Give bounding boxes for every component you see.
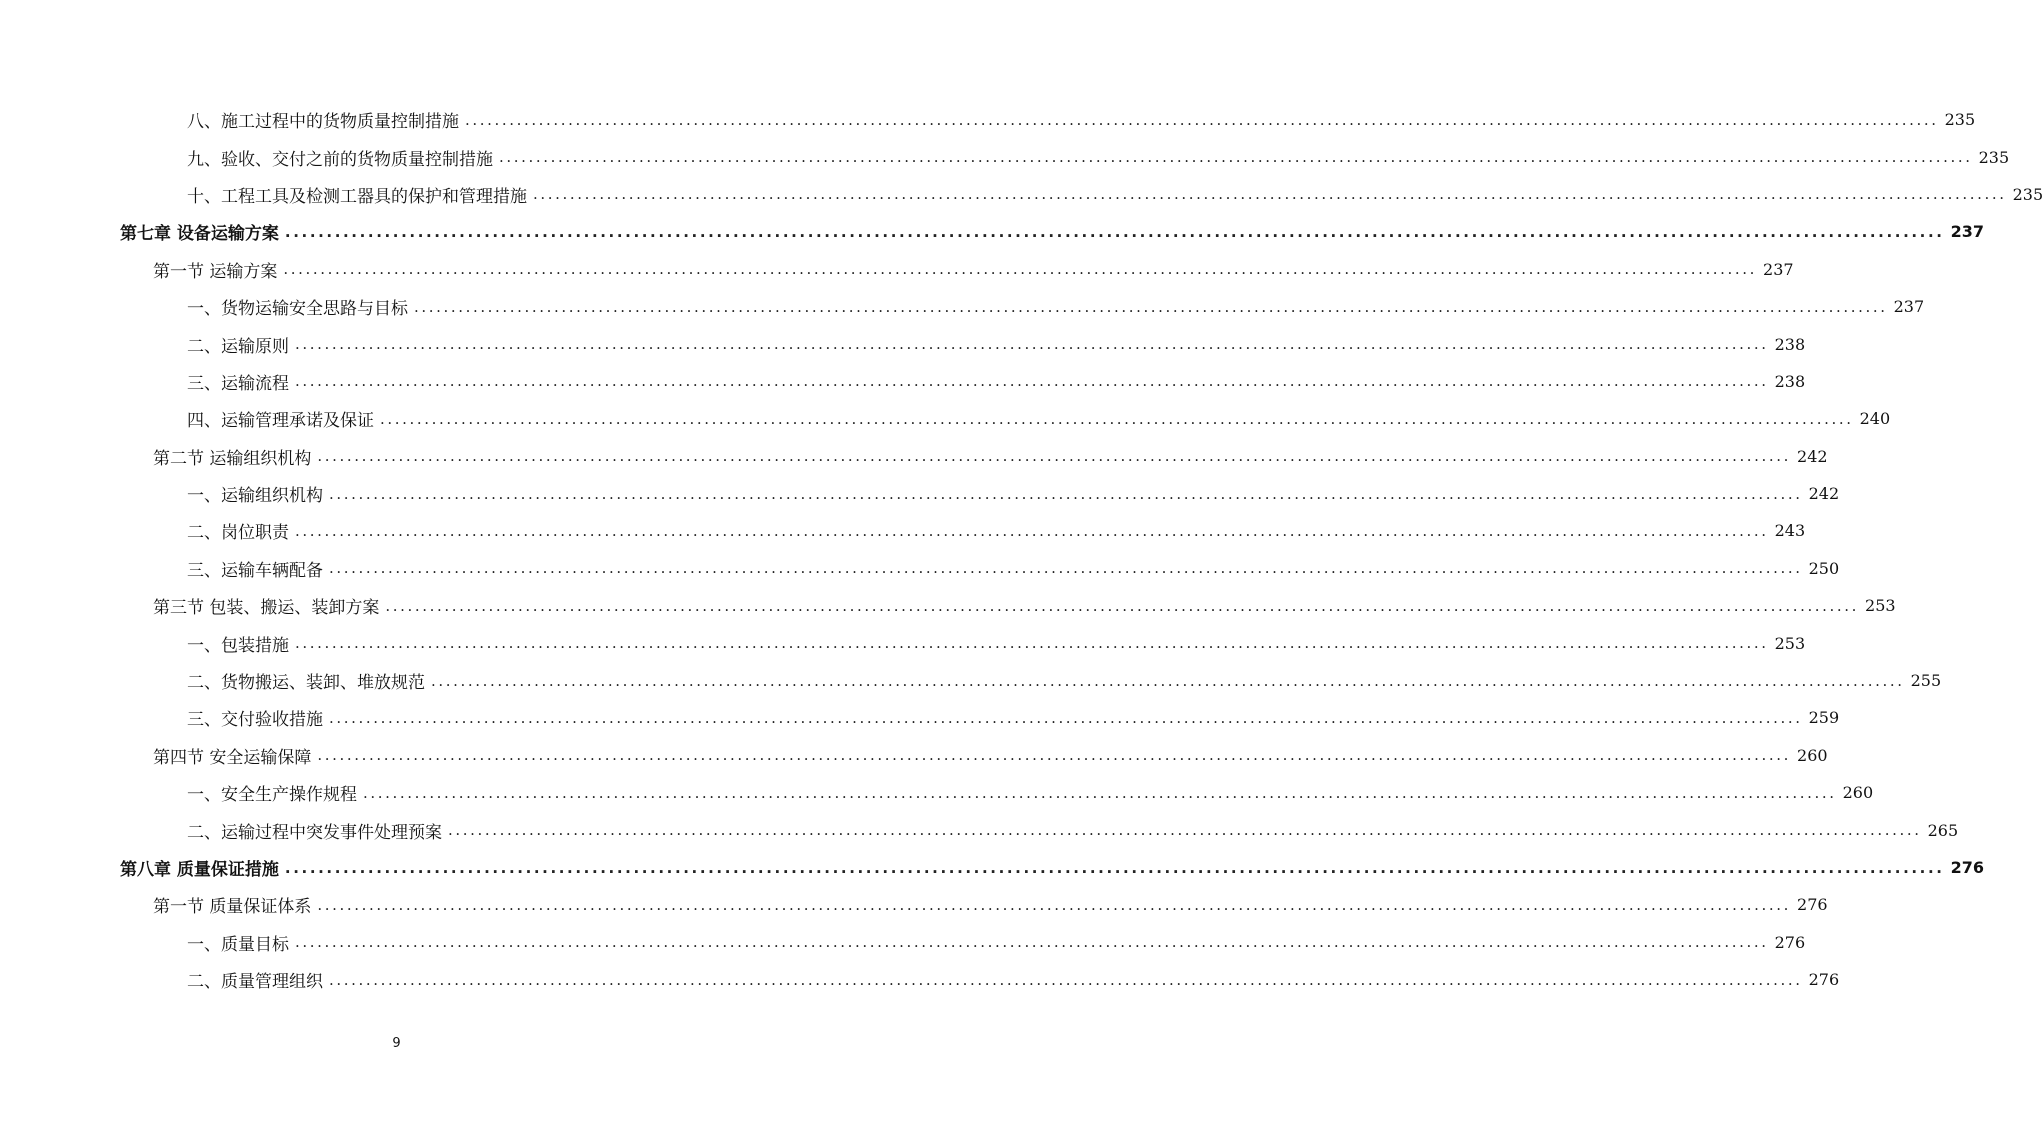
toc-entry-page: 238 [1774,334,1806,354]
dot-leader: ........................................................................................................................................................................................................ [295,335,1769,354]
toc-entry-line [187,631,1806,656]
toc-entry-page: 237 [1893,297,1925,317]
toc-entry-line [187,145,2010,170]
toc-entry[interactable] [0,475,1840,512]
dot-leader: ........................................................................................................................................................................................................ [284,222,1945,241]
toc-entry-title: 二、岗位职责 [187,523,289,544]
toc-entry-title: 第二节 运输组织机构 [153,448,312,469]
toc-entry-line [187,668,1942,694]
dot-leader: ........................................................................................................................................................................................................ [363,783,1837,802]
toc-entry-page: 238 [1774,371,1806,391]
toc-entry-page: 255 [1910,671,1942,691]
toc-entry-page: 237 [1950,222,1984,242]
toc-entry-line [187,406,1891,432]
toc-entry-line [153,892,1828,918]
toc-entry-page: 260 [1842,783,1874,803]
dot-leader: ........................................................................................................................................................................................................ [533,185,2007,204]
toc-entry-line [187,294,1925,320]
toc-entry[interactable] [0,213,1984,250]
toc-entry-page: 253 [1774,633,1806,653]
toc-entry-title: 一、运输组织机构 [187,486,323,507]
toc-entry-line [187,182,2043,207]
toc-entry[interactable] [0,737,1828,774]
toc-entry-title: 第三节 包装、搬运、装卸方案 [153,598,380,619]
toc-entry-line [187,332,1806,357]
toc-entry[interactable] [0,774,1874,811]
toc-entry-line [187,556,1840,581]
toc-entry[interactable] [0,886,1828,923]
table-of-contents [0,101,2043,998]
toc-entry-page: 276 [1808,970,1840,990]
dot-leader: ........................................................................................................................................................................................................ [329,484,1803,503]
toc-entry[interactable] [0,251,1794,288]
toc-entry-page: 243 [1774,521,1806,541]
toc-entry-title: 二、运输原则 [187,336,289,357]
toc-entry-line [187,967,1840,993]
toc-entry-title: 第一节 运输方案 [153,261,278,282]
toc-entry-page: 276 [1797,895,1828,915]
toc-entry-title: 第四节 安全运输保障 [153,747,312,768]
dot-leader: ........................................................................................................................................................................................................ [465,110,1939,129]
toc-entry-title: 十、工程工具及检测工器具的保护和管理措施 [187,186,527,207]
toc-entry-title: 第一节 质量保证体系 [153,897,312,918]
toc-entry-title: 八、施工过程中的货物质量控制措施 [187,112,459,133]
toc-entry[interactable] [0,587,1896,624]
toc-entry[interactable] [0,363,1806,400]
toc-entry-title: 一、质量目标 [187,934,289,955]
dot-leader: ........................................................................................................................................................................................................ [317,746,1792,765]
dot-leader: ........................................................................................................................................................................................................ [329,708,1803,727]
toc-entry-line [187,481,1840,507]
toc-entry-line [187,930,1806,955]
toc-entry-title: 一、包装措施 [187,635,289,656]
toc-entry-page: 265 [1927,820,1959,840]
toc-entry-line [187,518,1806,544]
toc-entry[interactable] [0,176,2043,213]
dot-leader: ........................................................................................................................................................................................................ [385,596,1860,615]
dot-leader: ........................................................................................................................................................................................................ [295,933,1769,952]
toc-entry-title: 二、货物搬运、装卸、堆放规范 [187,673,425,694]
toc-entry[interactable] [0,512,1806,549]
toc-entry[interactable] [0,849,1984,886]
toc-entry-title: 一、安全生产操作规程 [187,785,357,806]
dot-leader: ........................................................................................................................................................................................................ [295,634,1769,653]
toc-entry-line [187,818,1959,843]
dot-leader: ........................................................................................................................................................................................................ [295,372,1769,391]
toc-entry-line [153,593,1896,619]
toc-entry-page: 235 [2012,184,2043,204]
toc-entry[interactable] [0,699,1840,736]
toc-entry[interactable] [0,438,1828,475]
toc-entry[interactable] [0,811,1959,848]
dot-leader: ........................................................................................................................................................................................................ [329,559,1803,578]
toc-entry-line [187,780,1874,806]
toc-entry-line [187,107,1976,133]
dot-leader: ........................................................................................................................................................................................................ [317,895,1792,914]
toc-entry[interactable] [0,624,1806,661]
dot-leader: ........................................................................................................................................................................................................ [283,260,1758,279]
toc-entry-line [153,743,1828,768]
toc-entry[interactable] [0,288,1925,325]
toc-entry-page: 235 [1944,110,1976,130]
toc-entry-title: 第七章 设备运输方案 [120,224,279,245]
toc-entry-title: 一、货物运输安全思路与目标 [187,299,408,320]
dot-leader: ........................................................................................................................................................................................................ [295,521,1769,540]
toc-entry-page: 240 [1859,409,1891,429]
toc-entry-line [187,369,1806,394]
page-number: 9 [392,1036,401,1051]
toc-entry-page: 260 [1797,745,1828,765]
toc-entry-page: 242 [1808,484,1840,504]
dot-leader: ........................................................................................................................................................................................................ [448,821,1922,840]
toc-entry[interactable] [0,325,1806,362]
toc-entry-title: 三、运输车辆配备 [187,560,323,581]
dot-leader: ........................................................................................................................................................................................................ [431,671,1905,690]
toc-entry-page: 259 [1808,708,1840,728]
toc-entry-title: 三、交付验收措施 [187,710,323,731]
toc-entry[interactable] [0,400,1891,437]
toc-entry[interactable] [0,101,1976,138]
toc-entry-line [187,705,1840,731]
toc-entry-page: 250 [1808,558,1840,578]
dot-leader: ........................................................................................................................................................................................................ [414,297,1888,316]
toc-entry-page: 276 [1950,858,1984,877]
dot-leader: ........................................................................................................................................................................................................ [284,858,1945,877]
toc-entry-title: 第八章 质量保证措施 [120,860,279,880]
toc-entry-title: 二、运输过程中突发事件处理预案 [187,822,442,843]
toc-entry[interactable] [0,550,1840,587]
toc-entry-title: 三、运输流程 [187,373,289,394]
toc-entry[interactable] [0,924,1806,961]
toc-entry-title: 二、质量管理组织 [187,972,323,993]
toc-entry-title: 四、运输管理承诺及保证 [187,411,374,432]
toc-entry[interactable] [0,662,1942,699]
dot-leader: ........................................................................................................................................................................................................ [329,970,1803,989]
dot-leader: ........................................................................................................................................................................................................ [499,148,1973,167]
toc-entry-page: 237 [1763,259,1794,279]
toc-entry-page: 235 [1978,147,2010,167]
dot-leader: ........................................................................................................................................................................................................ [317,447,1792,466]
toc-entry-line [153,257,1794,282]
dot-leader: ........................................................................................................................................................................................................ [380,409,1854,428]
toc-entry-line [120,855,1984,880]
toc-entry[interactable] [0,138,2010,175]
toc-entry-page: 253 [1865,596,1896,616]
toc-entry-page: 242 [1797,446,1828,466]
toc-entry[interactable] [0,961,1840,998]
toc-entry-title: 九、验收、交付之前的货物质量控制措施 [187,149,493,170]
toc-entry-line [153,444,1828,469]
toc-entry-line [120,219,1984,245]
toc-entry-page: 276 [1774,932,1806,952]
